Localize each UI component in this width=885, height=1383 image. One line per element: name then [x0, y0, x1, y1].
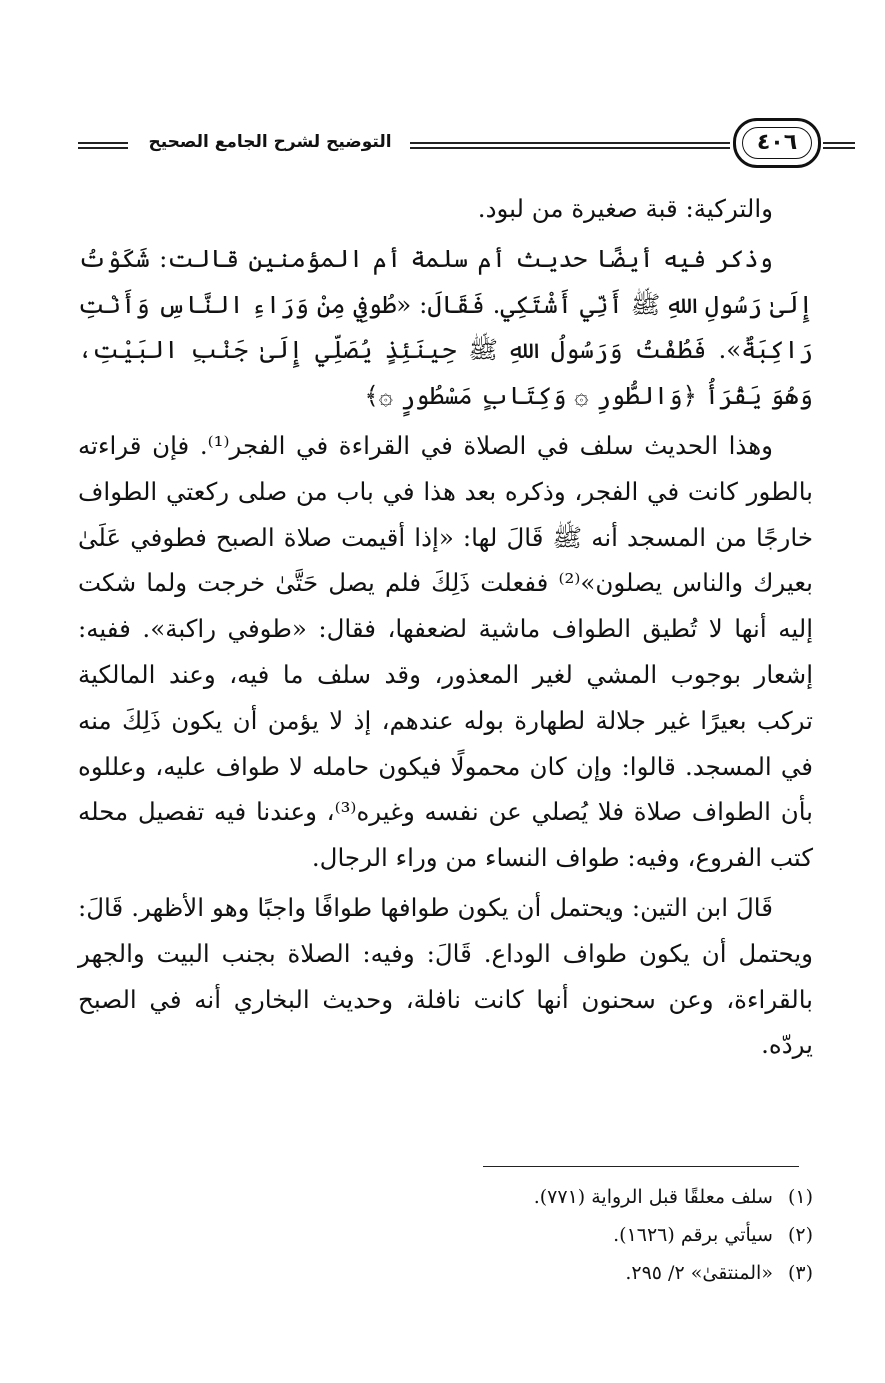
footnote-text: «المنتقىٰ» ٢/ ٢٩٥.	[625, 1262, 773, 1284]
footnote-text: سلف معلقًا قبل الرواية (٧٧١).	[533, 1186, 773, 1208]
header-rule-left	[78, 142, 128, 149]
footnote-separator	[483, 1166, 799, 1167]
paragraph: قَالَ ابن التين: ويحتمل أن يكون طوافها طوافًا واجبًا وهو الأظهر. قَالَ: ويحتمل أن يكون طواف الوداع. قَالَ: وفيه: الصلاة بجنب البيت والجهر بالقراءة، وعن سحنون أنها كانت نافلة، وحديث البخاري أنه في الصبح يردّه.	[78, 892, 813, 1060]
running-title: التوضيح لشرح الجامع الصحيح	[148, 132, 392, 152]
page-number-ornament	[733, 118, 821, 168]
page-number: ٤٠٦	[756, 130, 798, 155]
header-rule-right	[823, 142, 855, 149]
footnote	[300, 1216, 813, 1254]
header-rule-middle	[410, 142, 730, 149]
paragraph: وهذا الحديث سلف في الصلاة في القراءة في الفجر⁽¹⁾. فإن قراءته بالطور كانت في الفجر، وذكره بعد هذا في باب من صلى ركعتي الطواف خارجًا من المسجد أنه ﷺ قَالَ لها: «إذا أقيمت صلاة الصبح فطوفي عَلَىٰ بعيرك والناس يصلون»⁽²⁾ ففعلت ذَلِكَ فلم يصل حَتَّىٰ خرجت ولما شكت إليه أنها لا تُطيق الطواف ماشية لضعفها، فقال: «طوفي راكبة». ففيه: إشعار بوجوب المشي لغير المعذور، وقد سلف ما فيه، وعند المالكية تركب بعيرًا غير جلالة لطهارة بوله عندهم، إذ لا يؤمن أن يكون ذَلِكَ منه في المسجد. قالوا: وإن كان محمولًا فيكون حامله لا طواف عليه، وعللوه بأن الطواف صلاة فلا يُصلي عن نفسه وغيره⁽³⁾، وعندنا فيه تفصيل محله كتب الفروع، وفيه: طواف النساء من وراء الرجال.	[78, 430, 813, 873]
paragraph: وذكر فيه أيضًا حديث أم سلمة أم المؤمنين قالت: شَكَوْتُ إِلَىٰ رَسُولِ اللهِ ﷺ أَنِّي أَشْتَكِي. فَقَالَ: «طُوفِي مِنْ وَرَاءِ النَّاسِ وَأَنْتِ رَاكِبَةٌ». فَطُفْتُ وَرَسُولُ اللهِ ﷺ حِينَئِذٍ يُصَلِّي إِلَىٰ جَنْبِ البَيْتِ، وَهُوَ يَقْرَأُ ﴿وَالطُّورِ ۞ وَكِتَابٍ مَسْطُورٍ ۞﴾	[78, 243, 813, 411]
page-header	[78, 118, 813, 168]
footnote-text: سيأتي برقم (١٦٢٦).	[613, 1224, 773, 1246]
footnote	[300, 1178, 813, 1216]
paragraph: والتركية: قبة صغيرة من لبود.	[477, 194, 773, 223]
footnote-number: (٢)	[787, 1224, 813, 1246]
footnote-number: (٣)	[787, 1262, 813, 1284]
footnote	[300, 1254, 813, 1292]
footnote-number: (١)	[787, 1186, 813, 1208]
footnotes	[300, 1178, 813, 1292]
main-text	[78, 186, 813, 1068]
